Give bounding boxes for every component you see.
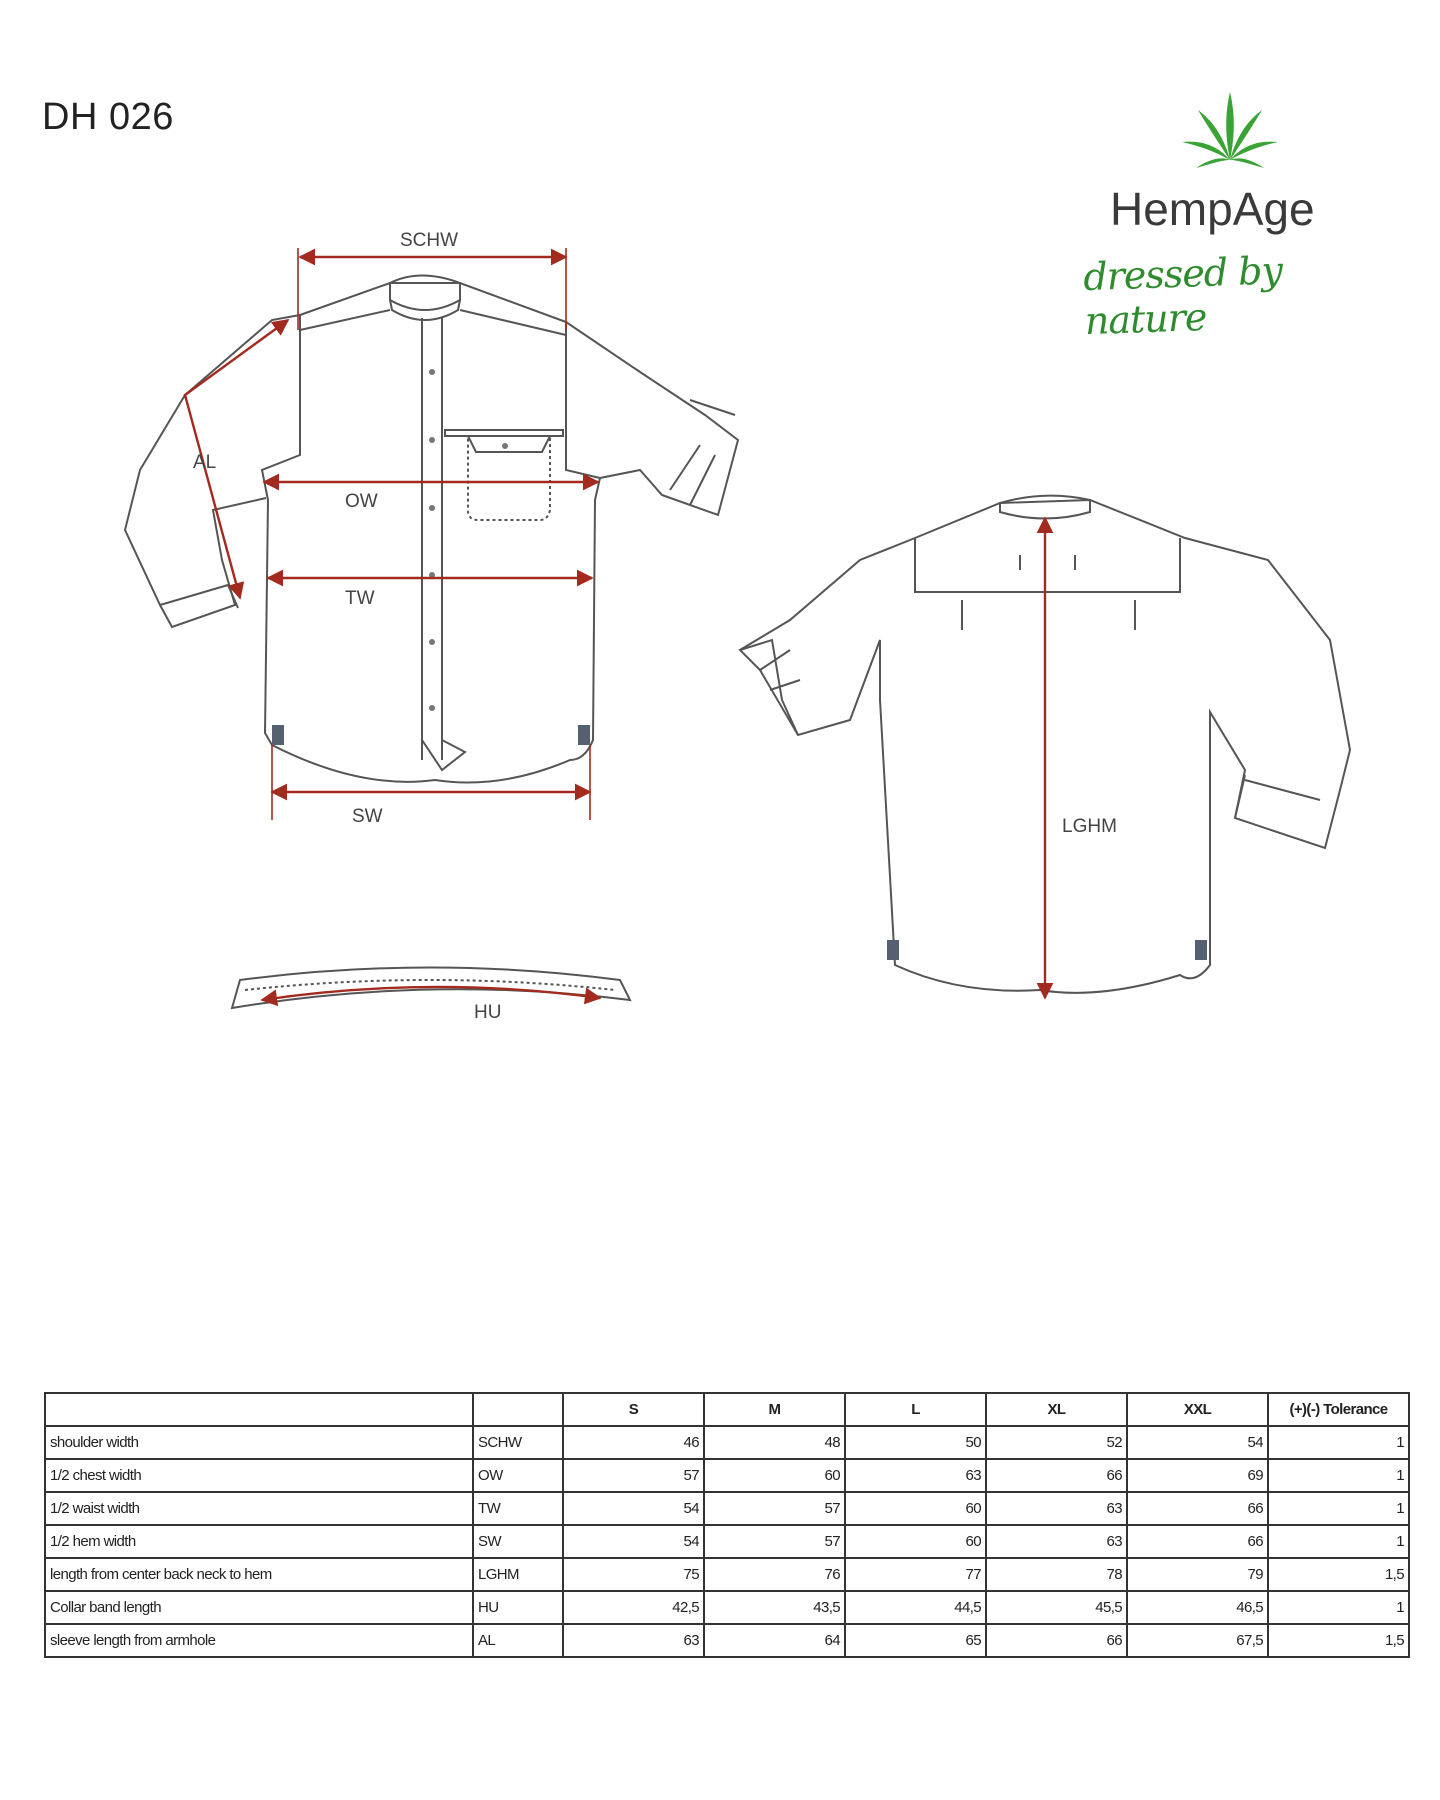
header-label bbox=[45, 1393, 473, 1426]
size-value-cell: 77 bbox=[845, 1558, 986, 1591]
label-lghm: LGHM bbox=[1062, 816, 1117, 837]
row-code: LGHM bbox=[473, 1558, 563, 1591]
size-value-cell: 60 bbox=[704, 1459, 845, 1492]
table-row bbox=[45, 1459, 1409, 1492]
size-value-cell: 54 bbox=[1127, 1426, 1268, 1459]
row-label: length from center back neck to hem bbox=[45, 1558, 473, 1591]
size-value-cell: 78 bbox=[986, 1558, 1127, 1591]
brand-name: HempAge bbox=[1110, 183, 1315, 235]
tolerance-cell: 1,5 bbox=[1268, 1624, 1409, 1657]
size-value-cell: 44,5 bbox=[845, 1591, 986, 1624]
table-row bbox=[45, 1591, 1409, 1624]
size-value-cell: 63 bbox=[986, 1525, 1127, 1558]
tolerance-cell: 1 bbox=[1268, 1525, 1409, 1558]
row-label: shoulder width bbox=[45, 1426, 473, 1459]
tolerance-cell: 1 bbox=[1268, 1426, 1409, 1459]
size-value-cell: 65 bbox=[845, 1624, 986, 1657]
header-code bbox=[473, 1393, 563, 1426]
header-tolerance: (+)(-) Tolerance bbox=[1268, 1393, 1409, 1426]
row-label: Collar band length bbox=[45, 1591, 473, 1624]
size-value-cell: 60 bbox=[845, 1525, 986, 1558]
size-value-cell: 46,5 bbox=[1127, 1591, 1268, 1624]
size-value-cell: 69 bbox=[1127, 1459, 1268, 1492]
size-value-cell: 57 bbox=[563, 1459, 704, 1492]
size-value-cell: 52 bbox=[986, 1426, 1127, 1459]
row-code: AL bbox=[473, 1624, 563, 1657]
label-schw: SCHW bbox=[400, 230, 459, 251]
table-header-row bbox=[45, 1393, 1409, 1426]
tolerance-cell: 1,5 bbox=[1268, 1558, 1409, 1591]
size-value-cell: 63 bbox=[845, 1459, 986, 1492]
header-size-s: S bbox=[563, 1393, 704, 1426]
size-value-cell: 75 bbox=[563, 1558, 704, 1591]
label-sw: SW bbox=[352, 806, 383, 827]
row-label: 1/2 chest width bbox=[45, 1459, 473, 1492]
size-value-cell: 48 bbox=[704, 1426, 845, 1459]
table-row bbox=[45, 1558, 1409, 1591]
header-size-xxl: XXL bbox=[1127, 1393, 1268, 1426]
size-table bbox=[44, 1392, 1410, 1658]
size-value-cell: 63 bbox=[563, 1624, 704, 1657]
size-value-cell: 66 bbox=[986, 1459, 1127, 1492]
size-value-cell: 43,5 bbox=[704, 1591, 845, 1624]
size-value-cell: 54 bbox=[563, 1492, 704, 1525]
table-row bbox=[45, 1624, 1409, 1657]
label-hu: HU bbox=[474, 1002, 502, 1023]
table-row bbox=[45, 1492, 1409, 1525]
size-value-cell: 66 bbox=[1127, 1525, 1268, 1558]
size-value-cell: 42,5 bbox=[563, 1591, 704, 1624]
size-value-cell: 46 bbox=[563, 1426, 704, 1459]
brand-tagline: dressed by nature bbox=[1082, 248, 1283, 344]
size-value-cell: 64 bbox=[704, 1624, 845, 1657]
front-measure-lines bbox=[185, 248, 598, 820]
header-size-xl: XL bbox=[986, 1393, 1127, 1426]
row-label: 1/2 waist width bbox=[45, 1492, 473, 1525]
size-value-cell: 45,5 bbox=[986, 1591, 1127, 1624]
label-al: AL bbox=[193, 452, 217, 473]
row-code: HU bbox=[473, 1591, 563, 1624]
row-code: TW bbox=[473, 1492, 563, 1525]
size-value-cell: 76 bbox=[704, 1558, 845, 1591]
header-size-m: M bbox=[704, 1393, 845, 1426]
row-code: SW bbox=[473, 1525, 563, 1558]
front-buttons bbox=[429, 369, 508, 711]
row-label: sleeve length from armhole bbox=[45, 1624, 473, 1657]
table-row bbox=[45, 1525, 1409, 1558]
tolerance-cell: 1 bbox=[1268, 1591, 1409, 1624]
model-code: DH 026 bbox=[42, 96, 174, 138]
header-size-l: L bbox=[845, 1393, 986, 1426]
tolerance-cell: 1 bbox=[1268, 1459, 1409, 1492]
size-value-cell: 50 bbox=[845, 1426, 986, 1459]
size-value-cell: 60 bbox=[845, 1492, 986, 1525]
row-code: SCHW bbox=[473, 1426, 563, 1459]
label-ow: OW bbox=[345, 491, 378, 512]
size-chart bbox=[44, 1392, 1408, 1658]
size-value-cell: 54 bbox=[563, 1525, 704, 1558]
table-row bbox=[45, 1426, 1409, 1459]
size-value-cell: 67,5 bbox=[1127, 1624, 1268, 1657]
size-value-cell: 57 bbox=[704, 1525, 845, 1558]
size-value-cell: 66 bbox=[986, 1624, 1127, 1657]
size-value-cell: 63 bbox=[986, 1492, 1127, 1525]
row-label: 1/2 hem width bbox=[45, 1525, 473, 1558]
size-value-cell: 66 bbox=[1127, 1492, 1268, 1525]
size-value-cell: 57 bbox=[704, 1492, 845, 1525]
size-value-cell: 79 bbox=[1127, 1558, 1268, 1591]
label-tw: TW bbox=[345, 588, 375, 609]
tolerance-cell: 1 bbox=[1268, 1492, 1409, 1525]
row-code: OW bbox=[473, 1459, 563, 1492]
